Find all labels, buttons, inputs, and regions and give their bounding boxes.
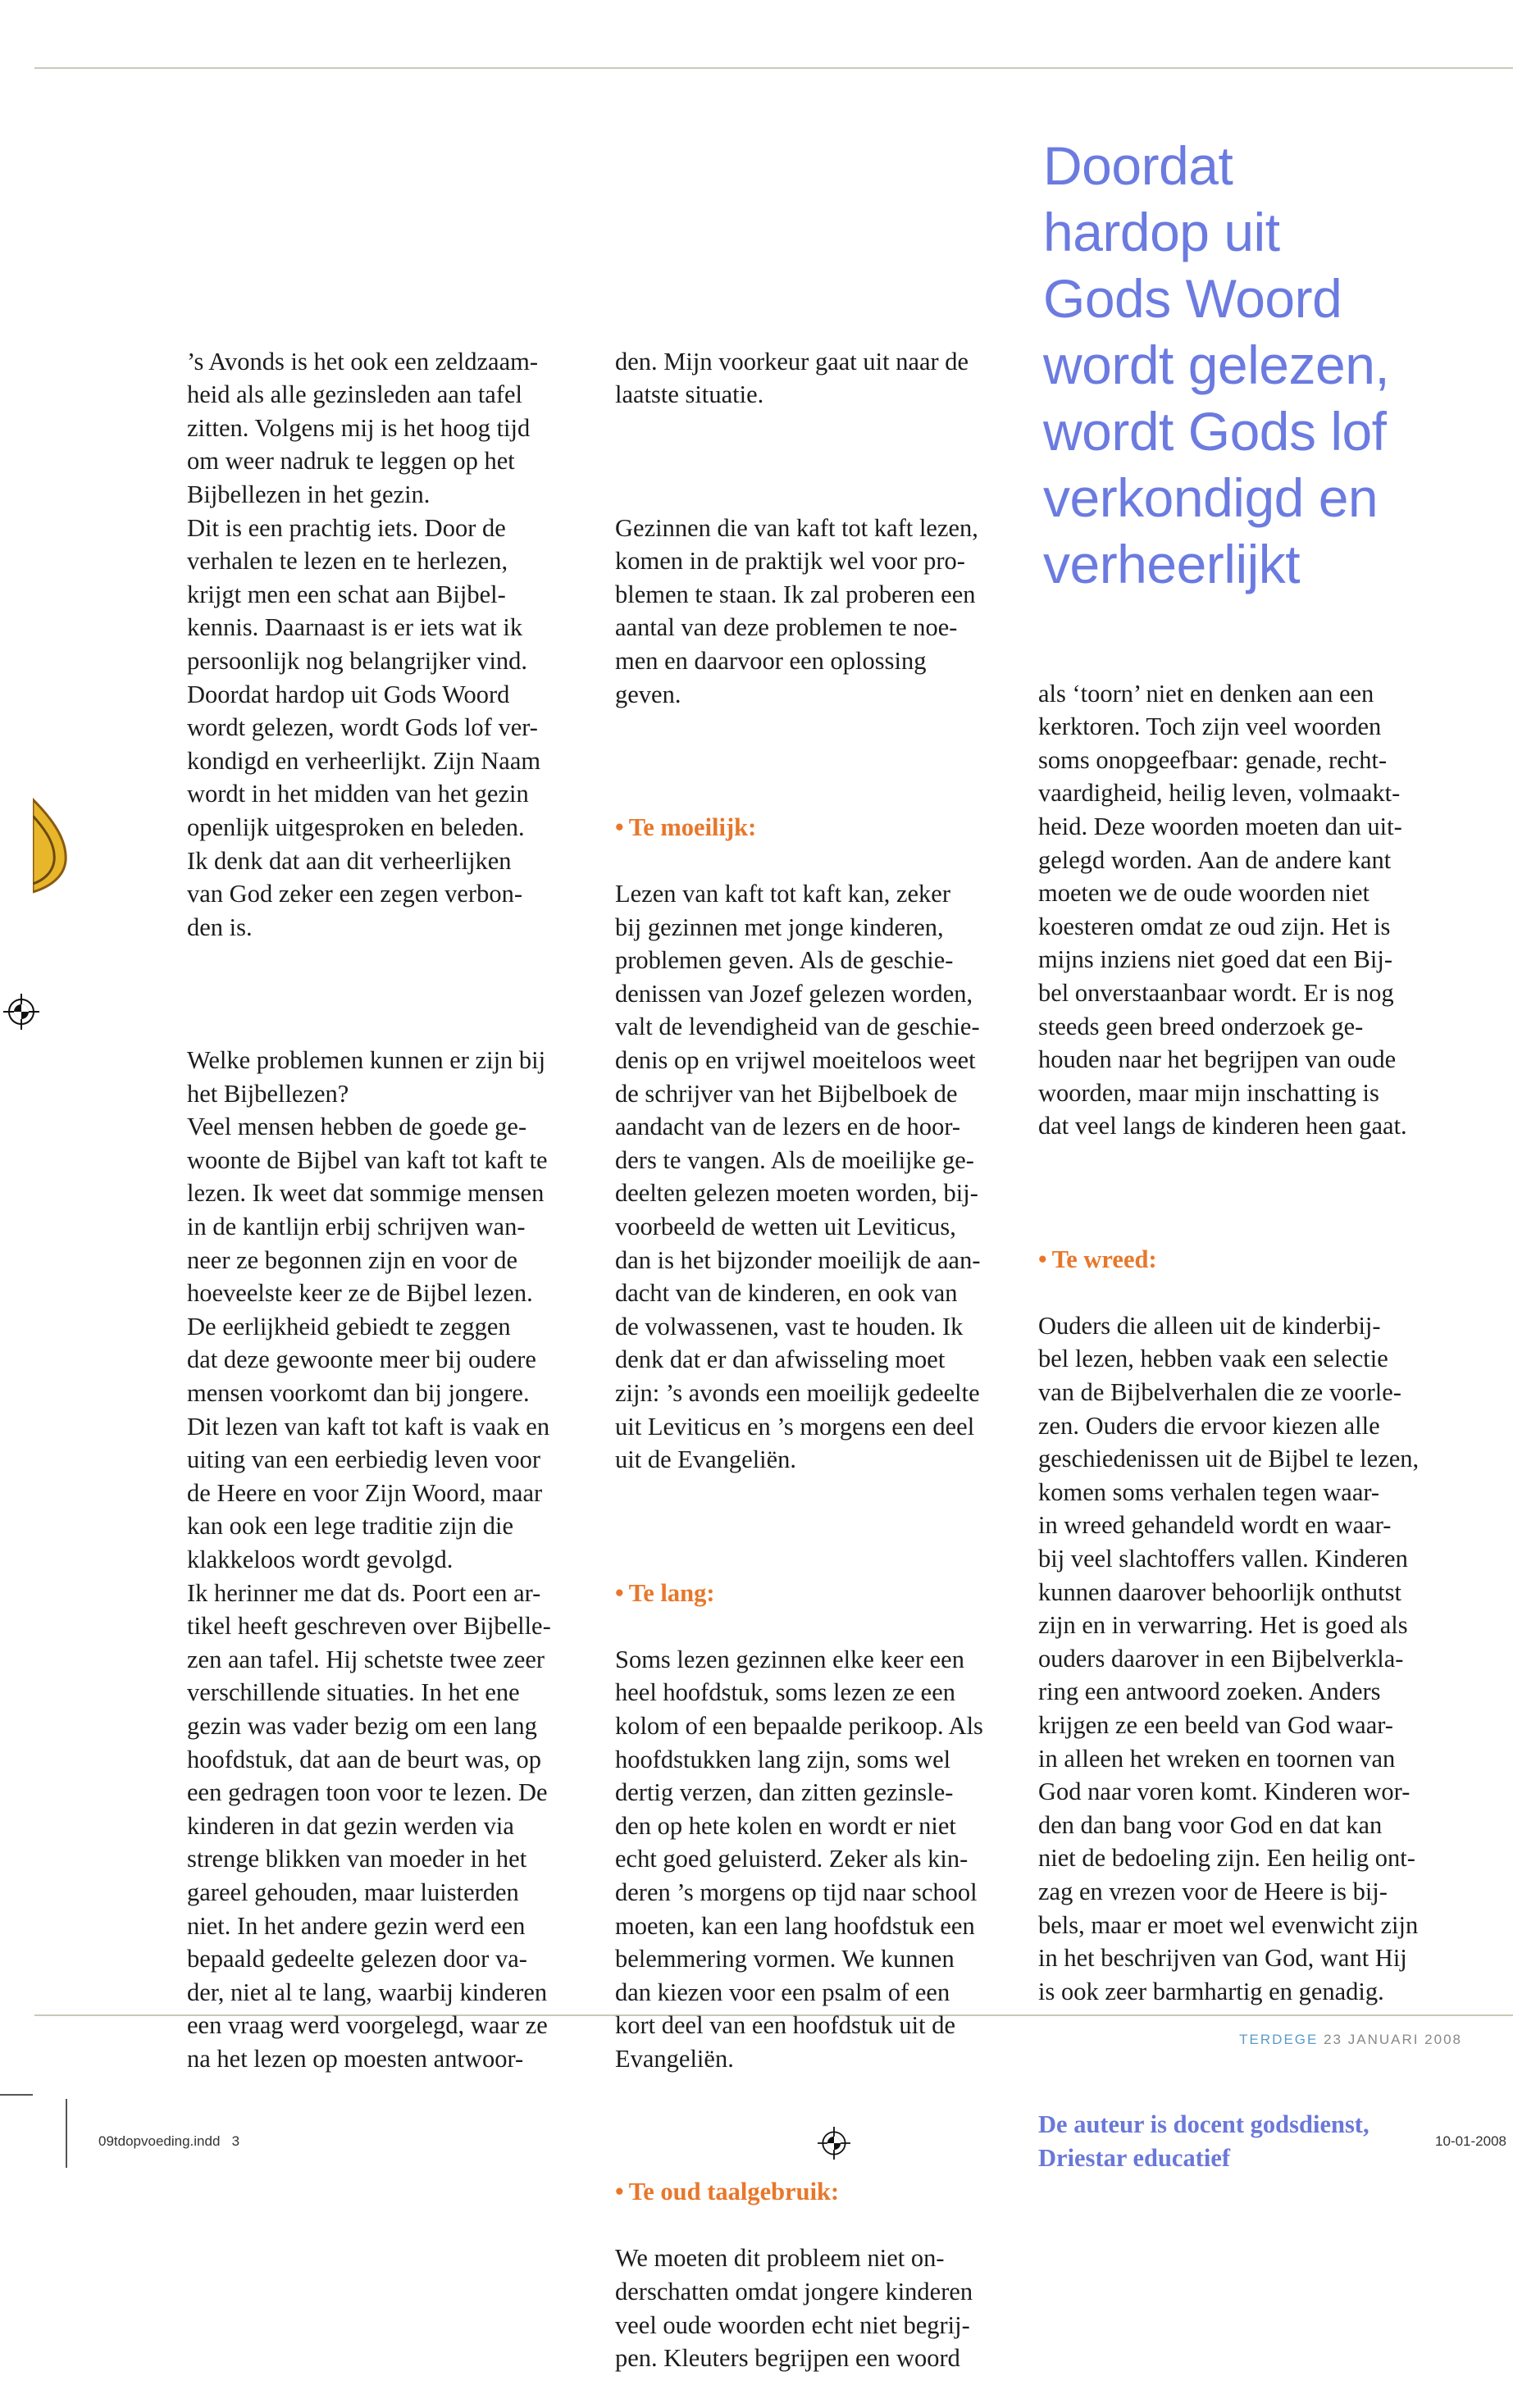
column-1 <box>187 312 597 2109</box>
subheading-te-oud-taalgebruik: • Te oud taalgebruik: <box>615 2178 840 2206</box>
column-2 <box>615 312 1025 2408</box>
col2-paragraph-1: den. Mijn voorkeur gaat uit naar de laatste situatie. <box>615 347 969 409</box>
col1-paragraph-1: ’s Avonds is het ook een zeldzaam- heid als alle gezinsleden aan tafel zitten. Volgens mij is het hoog tijd om weer nadruk te leggen op het Bijbellezen in het gezin. Dit is een prachtig iets. Door de verhalen te lezen en te herlezen, krijgt men een schat aan Bijbel- kennis. Daarnaast is er iets wat ik persoonlijk nog belangrijker vind. Doordat hardop uit Gods Woord wordt gelezen, wordt Gods lof ver- kondigd en verheerlijkt. Zijn Naam wordt in het midden van het gezin openlijk uitgesproken en beleden. Ik denk dat aan dit verheerlijken van God zeker een zegen verbon- den is. <box>187 347 541 941</box>
slug-filename: 09tdopvoeding.indd 3 <box>98 2133 240 2149</box>
subheading-te-lang: • Te lang: <box>615 1578 715 1607</box>
bullet-icon: • <box>615 2178 624 2206</box>
bullet-icon: • <box>615 813 624 841</box>
issue-date: 23 JANUARI 2008 <box>1324 2032 1462 2047</box>
author-credit: De auteur is docent godsdienst, Driestar educatief <box>1038 2110 1369 2172</box>
subheading-te-wreed: • Te wreed: <box>1038 1245 1157 1273</box>
slug-date: 10-01-2008 <box>1435 2133 1506 2149</box>
bullet-icon: • <box>615 1578 624 1607</box>
section-te-oud-taalgebruik: We moeten dit probleem niet on- derschatten omdat jongere kinderen veel oude woorden echt niet begrij- pen. Kleuters begrijpen een woord <box>615 2244 973 2373</box>
crop-mark <box>66 2099 67 2168</box>
section-te-moeilijk: Lezen van kaft tot kaft kan, zeker bij gezinnen met jonge kinderen, problemen geven. Als de geschie- denissen van Jozef gelezen worden, valt de levendigheid van de geschie- denis op en vrijwel moeiteloos weet de schrijver van het Bijbelboek de aandacht van de lezers en de hoor- ders te vangen. Als de moeilijke ge- deelten gelezen moeten worden, bij- voorbeeld de wetten uit Leviticus, dan is het bijzonder moeilijk de aan- dacht van de kinderen, en ook van de volwassenen, vast te houden. Ik denk dat er dan afwisseling moet zijn: ’s avonds een moeilijk gedeelte uit Leviticus en ’s morgens een deel uit de Evangeliën. <box>615 880 981 1474</box>
registration-mark-left <box>3 994 39 1030</box>
section-te-wreed: Ouders die alleen uit de kinderbij- bel lezen, hebben vaak een selectie van de Bijbelverhalen die ze voorle- zen. Ouders die ervoor kiezen alle geschiedenissen uit de Bijbel te lezen, komen soms verhalen tegen waar- in wreed gehandeld wordt en waar- bij veel slachtoffers vallen. Kinderen kunnen daarover behoorlijk onthutst zijn en in verwarring. Het is goed als ouders daarover in een Bijbelverkla- ring een antwoord zoeken. Anders krijgen ze een beeld van God waar- in alleen het wreken en toornen van God naar voren komt. Kinderen wor- den dan bang voor God en dat kan niet de bedoeling zijn. Een heilig ont- zag en vrezen voor de Heere is bij- bels, maar er moet wel evenwicht zijn in het beschrijven van God, want Hij is ook zeer barmhartig en genadig. <box>1038 1311 1420 2005</box>
pull-quote: Doordat hardop uit Gods Woord wordt gelezen, wordt Gods lof verkondigd en verheerlijkt <box>1043 135 1390 594</box>
col1-paragraph-2: Welke problemen kunnen er zijn bij het Bijbellezen? Veel mensen hebben de goede ge- woonte de Bijbel van kaft tot kaft te lezen. Ik weet dat sommige mensen in de kantlijn erbij schrijven wan- neer ze begonnen zijn en voor de hoeveelste keer ze de Bijbel lezen. De eerlijkheid gebiedt te zeggen dat deze gewoonte meer bij oudere mensen voorkomt dan bij jongere. Dit lezen van kaft tot kaft is vaak en uiting van een eerbiedig leven voor de Heere en voor Zijn Woord, maar kan ook een lege traditie zijn die klakkeloos wordt gevolgd. Ik herinner me dat ds. Poort een ar- tikel heeft geschreven over Bijbelle- zen aan tafel. Hij schetste twee zeer verschillende situaties. In het ene gezin was vader bezig om een lang hoofdstuk, dat aan de beurt was, op een gedragen toon voor te lezen. De kinderen in dat gezin werden via strenge blikken van moeder in het gareel gehouden, maar luisterden niet. In het andere gezin werd een bepaald gedeelte gelezen door va- der, niet al te lang, waarbij kinderen een vraag werd voorgelegd, waar ze na het lezen op moesten antwoor- <box>187 1046 551 2073</box>
section-te-lang: Soms lezen gezinnen elke keer een heel hoofdstuk, soms lezen ze een kolom of een bepaalde perikoop. Als hoofdstukken lang zijn, soms wel dertig verzen, dan zitten gezinsle- den op hete kolen en wordt er niet echt goed geluisterd. Zeker als kin- deren ’s morgens op tijd naar school moeten, kan een lang hoofdstuk een belemmering vormen. We kunnen dan kiezen voor een psalm of een kort deel van een hoofdstuk uit de Evangeliën. <box>615 1645 983 2073</box>
magazine-name: TERDEGE <box>1239 2032 1319 2047</box>
footer-magazine-date <box>1239 2032 1462 2048</box>
column-3 <box>1038 644 1465 2208</box>
col2-paragraph-2: Gezinnen die van kaft tot kaft lezen, komen in de praktijk wel voor pro- blemen te staan. Ik zal proberen een aantal van deze problemen te noe- men en daarvoor een oplossing geven. <box>615 513 978 708</box>
top-rule <box>34 67 1513 69</box>
registration-mark-bottom <box>818 2127 850 2160</box>
subheading-te-moeilijk: • Te moeilijk: <box>615 813 757 841</box>
decorative-image-fragment <box>33 795 71 894</box>
col3-paragraph-1: als ‘toorn’ niet en denken aan een kerktoren. Toch zijn veel woorden soms onopgeefbaar: genade, recht- vaardigheid, heilig leven, volmaakt- heid. Deze woorden moeten dan uit- gelegd worden. Aan de andere kant moeten we de oude woorden niet koesteren omdat ze oud zijn. Het is mijns inziens niet goed dat een Bij- bel onverstaanbaar wordt. Er is nog steeds geen breed onderzoek ge- houden naar het begrijpen van oude woorden, maar mijn inschatting is dat veel langs de kinderen heen gaat. <box>1038 679 1407 1140</box>
bullet-icon: • <box>1038 1245 1047 1273</box>
crop-mark <box>0 2094 33 2096</box>
